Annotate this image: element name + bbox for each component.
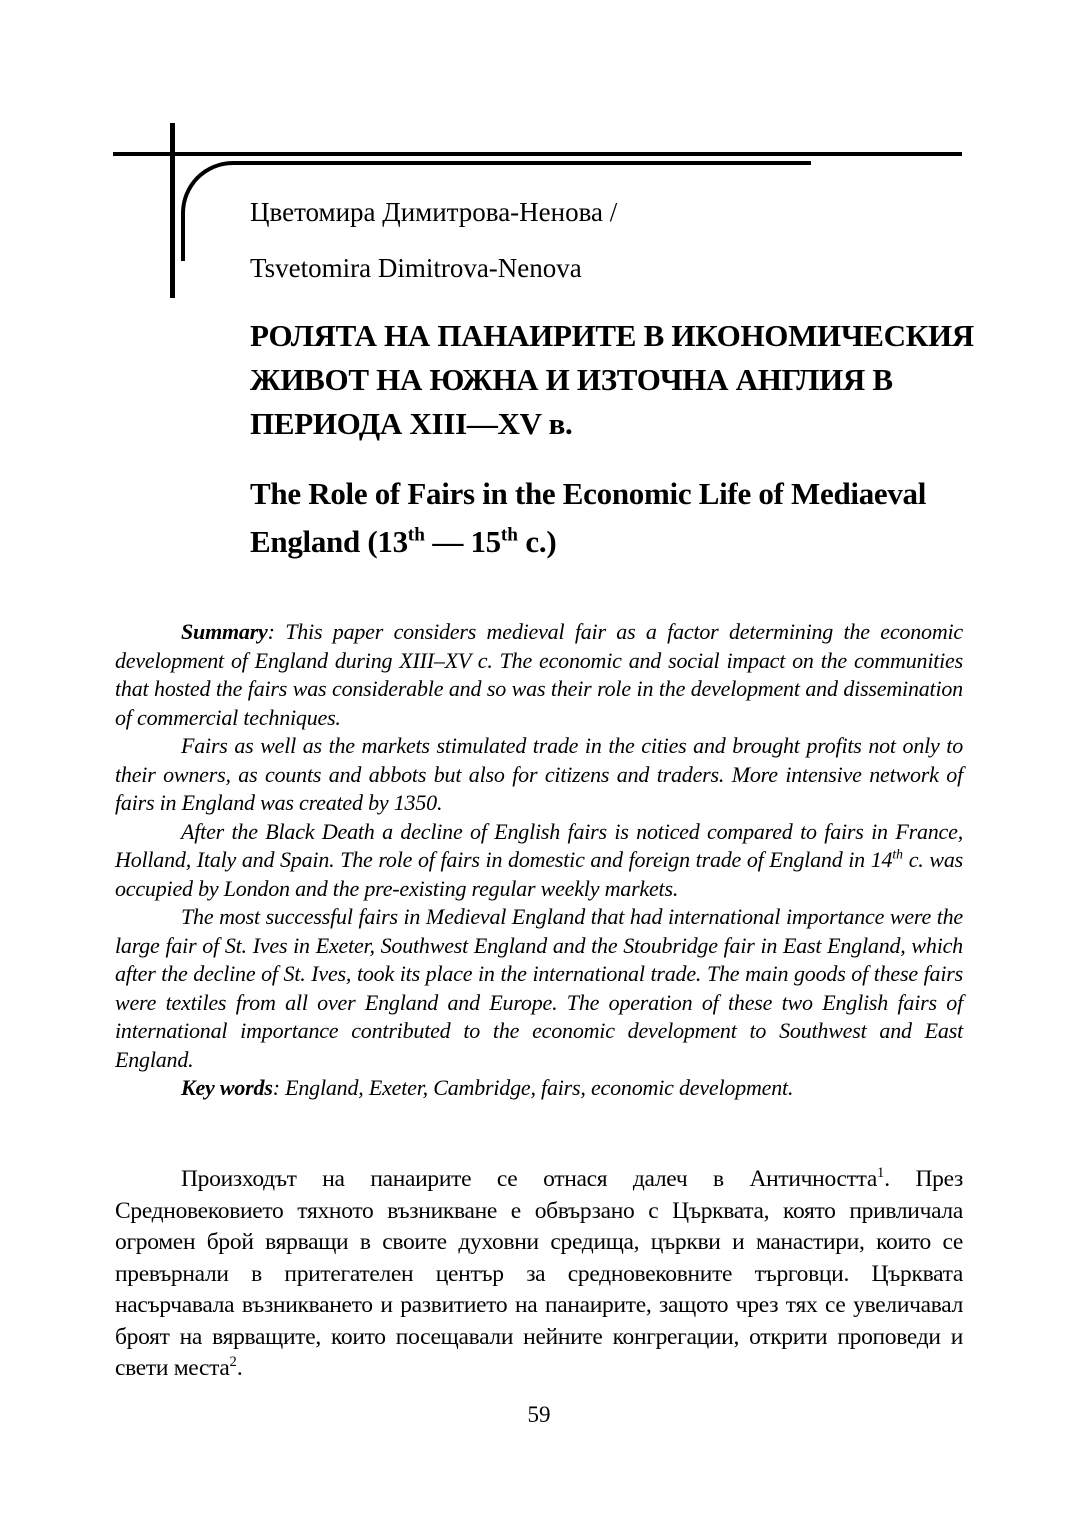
article-title-bulgarian (250, 314, 974, 446)
ordinal-superscript: th (407, 524, 425, 546)
title-line: ЖИВОТ НА ЮЖНА И ИЗТОЧНА АНГЛИЯ В (250, 362, 893, 397)
title-line (250, 518, 970, 566)
keywords-text: : England, Exeter, Cambridge, fairs, economic development. (272, 1075, 794, 1100)
summary-label: Summary (181, 619, 268, 644)
abstract-text: After the Black Death a decline of English fairs is noticed compared to fairs in France, Holland, Italy and Spain. The role of fairs in domestic and foreign trade of England in 14 (115, 818, 963, 872)
abstract-section (115, 618, 963, 1103)
header-horizontal-rule (113, 152, 962, 156)
keywords-label: Key words (181, 1075, 273, 1100)
title-line: ПЕРИОДА XIII—XV в. (250, 406, 573, 441)
abstract-paragraph: The most successful fairs in Medieval England that had international importance were the large fair of St. Ives in Exeter, Southwest England and the Stoubridge fair in East England, which after the decline of St. Ives, took its place in the international trade. The main goods of these fairs were textiles from all over England and Europe. The operation of these two English fairs of international importance contributed to the economic development to Southwest and East England. (115, 904, 963, 1072)
title-text: England (13 (250, 524, 408, 559)
author-block (250, 196, 617, 285)
body-text: . (236, 1355, 243, 1381)
author-name-latin: Tsvetomira Dimitrova-Nenova (250, 253, 582, 283)
ordinal-superscript: th (500, 524, 518, 546)
footnote-reference: 1 (876, 1165, 885, 1182)
keywords-paragraph (115, 1074, 963, 1103)
page-number: 59 (527, 1402, 551, 1427)
body-text: . През Средновековието тяхното възникване е обвързано с Църквата, която привличала огромен брой вярващи в своите духовни средища, църкви и манастири, които се превърнали в притегателен център за средновековните търговци. Църквата насърчавала възникването и развитието на панаирите, защото чрез тях се увеличавал броят на вярващите, които посещавали нейните конгрегации, открити проповеди и свети места (115, 1166, 964, 1381)
article-body (115, 1164, 963, 1385)
author-name-bulgarian: Цветомира Димитрова-Ненова / (250, 197, 618, 227)
article-title-english (250, 470, 970, 566)
title-line: РОЛЯТА НА ПАНАИРИТЕ В ИКОНОМИЧЕСКИЯ (250, 318, 974, 353)
title-text: c.) (517, 524, 557, 559)
body-paragraph (115, 1164, 963, 1385)
abstract-text: : This paper considers medieval fair as a factor determining the economic development of England during XIII–XV c. The economic and social impact on the communities that hosted the fairs was considerable and so was their role in the development and dissemination of commercial techniques. (115, 619, 963, 730)
abstract-paragraph (115, 818, 963, 904)
abstract-text: c. was occupied by London and the pre-existing regular weekly markets. (115, 847, 964, 901)
abstract-summary-paragraph (115, 618, 963, 732)
page-footer (115, 1402, 963, 1428)
body-text: Произходът на панаирите се отнася далеч в Античността (181, 1166, 877, 1192)
title-text: — 15 (424, 524, 501, 559)
header-vertical-rule (170, 123, 175, 298)
footnote-reference: 2 (229, 1354, 237, 1371)
ordinal-superscript: th (892, 846, 903, 862)
title-line: The Role of Fairs in the Economic Life of Mediaeval (250, 476, 927, 511)
abstract-paragraph: Fairs as well as the markets stimulated trade in the cities and brought profits not only to their owners, as counts and abbots but also for citizens and traders. More intensive network of fairs in England was created by 1350. (115, 733, 963, 815)
